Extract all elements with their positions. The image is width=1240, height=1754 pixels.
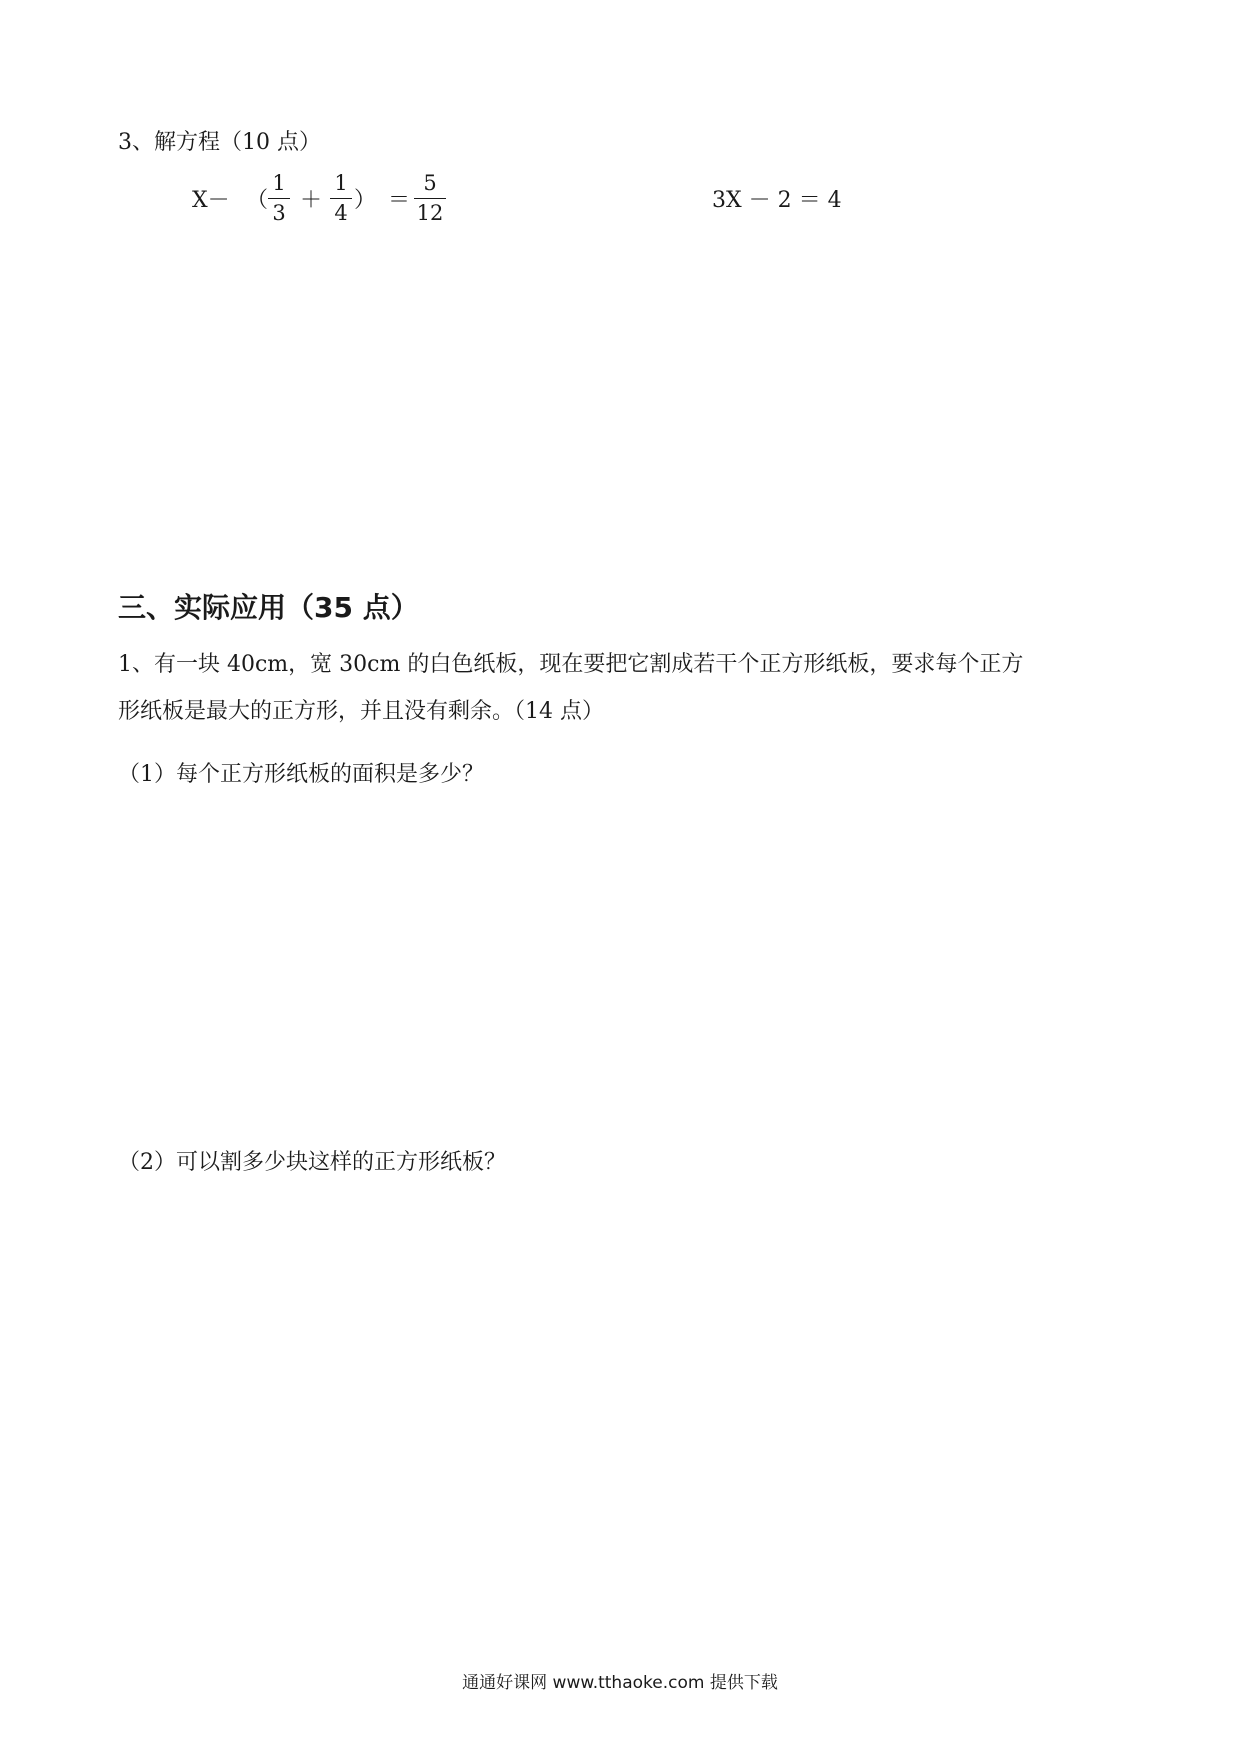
- fraction-numerator: 1: [272, 171, 286, 195]
- equation-1-close-paren: ）: [354, 188, 377, 213]
- fraction-denominator: 4: [334, 201, 348, 225]
- problem-1-line-2: 形纸板是最大的正方形，并且没有剩余。（14 点）: [118, 699, 604, 724]
- equation-1-prefix: X－: [192, 188, 230, 213]
- fraction-bar: [414, 198, 446, 199]
- equation-2: 3X － 2 ＝ 4: [712, 188, 842, 213]
- equation-1-open-paren: （: [246, 188, 269, 213]
- problem-3-title: 3、解方程（10 点）: [118, 130, 321, 155]
- footer-source: 通通好课网 www.tthaoke.com 提供下载: [462, 1673, 778, 1693]
- fraction-denominator: 3: [272, 201, 286, 225]
- fraction-bar: [268, 198, 290, 199]
- problem-1-line-1: 1、有一块 40cm，宽 30cm 的白色纸板，现在要把它割成若干个正方形纸板，要求每个正方: [118, 652, 1024, 677]
- fraction-one-third: [268, 171, 290, 225]
- section-three-heading: 三、实际应用（35 点）: [118, 591, 419, 624]
- question-1: （1）每个正方形纸板的面积是多少？: [118, 762, 484, 787]
- equation-1-plus: ＋: [300, 188, 323, 213]
- fraction-one-fourth: [330, 171, 352, 225]
- question-2: （2）可以割多少块这样的正方形纸板？: [118, 1150, 506, 1175]
- equation-1-equals: ＝: [388, 188, 411, 213]
- fraction-five-twelfths: [414, 171, 446, 225]
- fraction-numerator: 1: [334, 171, 348, 195]
- fraction-denominator: 12: [416, 201, 444, 225]
- fraction-numerator: 5: [423, 171, 437, 195]
- fraction-bar: [330, 198, 352, 199]
